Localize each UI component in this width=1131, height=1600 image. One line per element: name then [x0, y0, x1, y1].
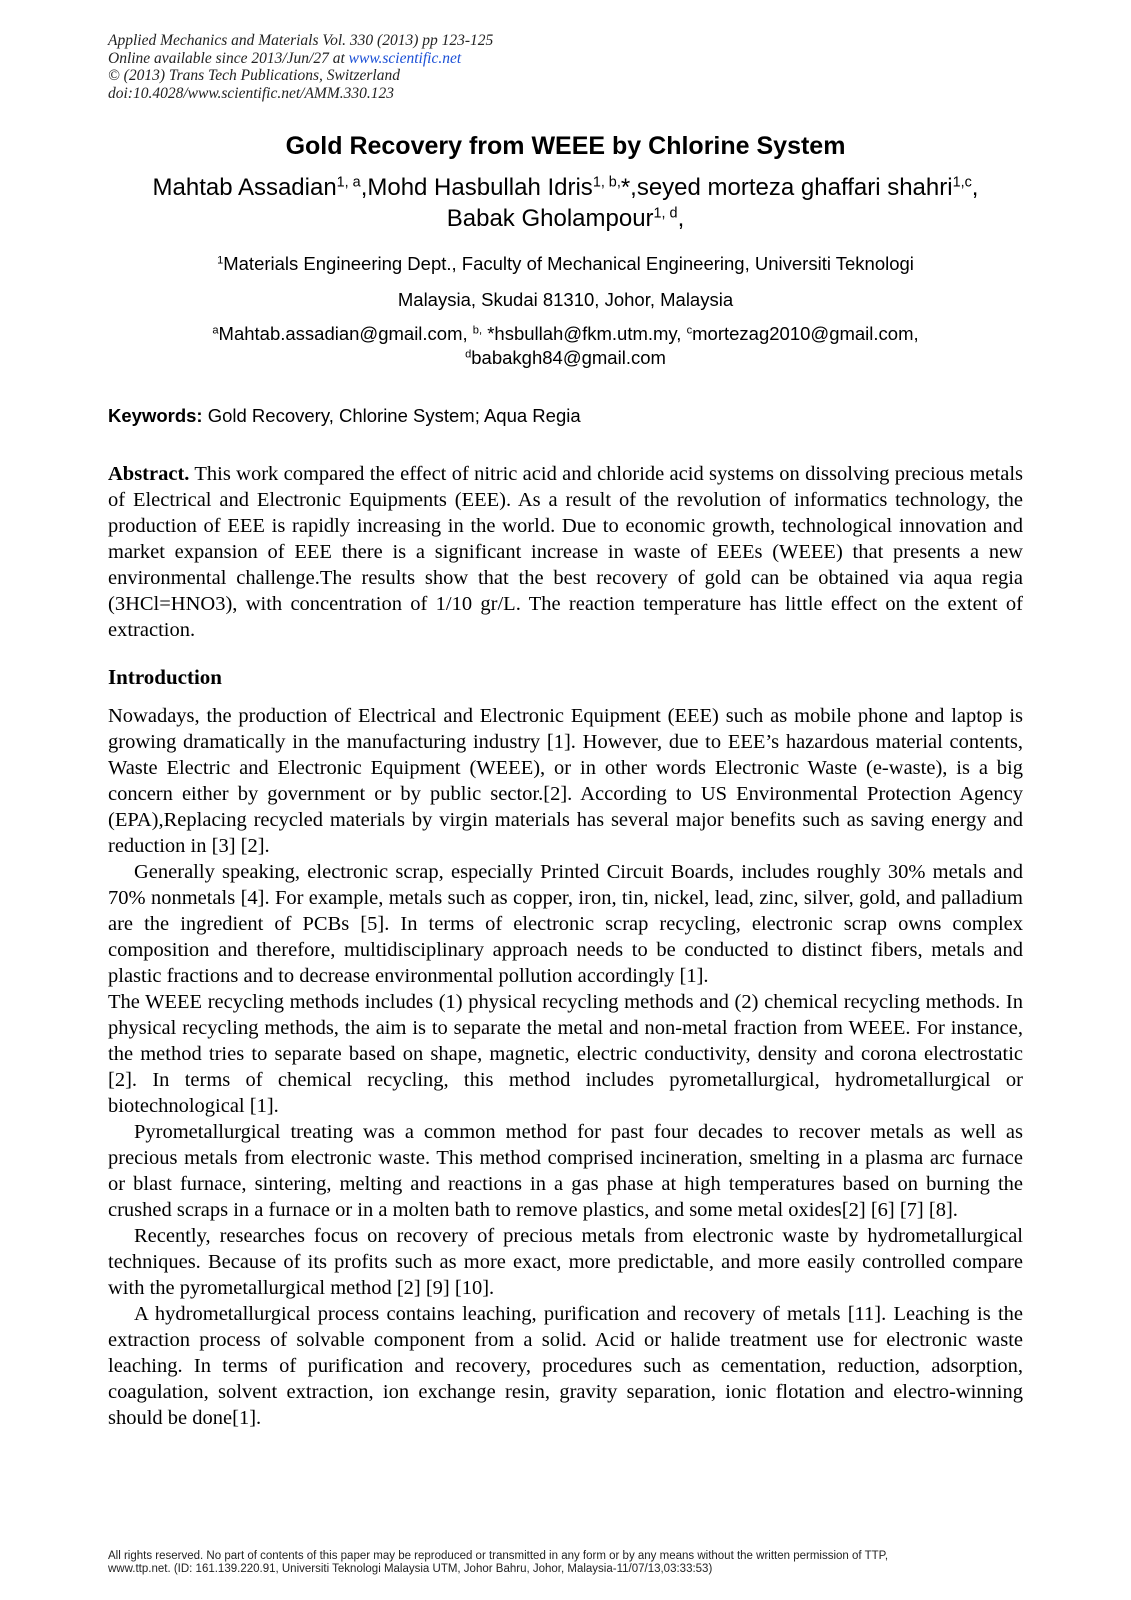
footer-line-2: www.ttp.net. (ID: 161.139.220.91, Universiti Teknologi Malaysia UTM, Johor Bahru, Johor, Malaysia-11/07/13,03:33:53): [108, 1563, 713, 1575]
author-emails: [0, 322, 1131, 370]
keywords: [108, 405, 581, 427]
abstract-label: Abstract.: [108, 463, 190, 485]
paragraph: Pyrometallurgical treating was a common method for past four decades to recover metals as well as precious metals from electronic waste. This method comprised incineration, smelting in a plasma arc furnace or blast furnace, sintering, melting and reactions in a gas phase at high temperatures based on burning the crushed scraps in a furnace or in a molten bath to remove plastics, and some metal oxides[2] [6] [7] [8].: [108, 1121, 1023, 1221]
authors-line-1: Mahtab Assadian$^{1, a}$,Mohd Hasbullah Idris$^{1, b,}$*,seyed morteza ghaffari shahri$^{1,c}$,: [152, 174, 979, 201]
journal-citation: Applied Mechanics and Materials Vol. 330 (2013) pp 123-125: [108, 32, 494, 49]
affiliation-line-2: Malaysia, Skudai 81310, Johor, Malaysia: [397, 289, 734, 310]
introduction-body: [108, 703, 1023, 1431]
paragraph: A hydrometallurgical process contains leaching, purification and recovery of metals [11]. Leaching is the extraction process of solvable component from a solid. Acid or halide treatment use for electronic waste leaching. In terms of purification and recovery, procedures such as cementation, reduction, adsorption, coagulation, solvent extraction, ion exchange resin, gravity separation, ionic flotation and electro-winning should be done[1].: [108, 1303, 1023, 1429]
rights-footer: [108, 1550, 1028, 1576]
journal-header: [108, 32, 493, 102]
affiliation-line-1: $^1$Materials Engineering Dept., Faculty of Mechanical Engineering, Universiti Teknologi: [217, 253, 914, 274]
doi-line: doi:10.4028/www.scientific.net/AMM.330.123: [108, 84, 395, 102]
emails-line-2: $^d$babakgh84@gmail.com: [465, 347, 666, 368]
keywords-text: Gold Recovery, Chlorine System; Aqua Regia: [202, 405, 581, 426]
paragraph: Nowadays, the production of Electrical and Electronic Equipment (EEE) such as mobile phone and laptop is growing dramatically in the manufacturing industry [1]. However, due to EEE’s hazardous material contents, Waste Electric and Electronic Equipment (WEEE), or in other words Electronic Waste (e-waste), is a big concern either by government or by public sector.[2]. According to US Environmental Protection Agency (EPA),Replacing recycled materials by virgin materials has several major benefits such as saving energy and reduction in [3] [2].: [108, 705, 1023, 857]
affiliation: [0, 246, 1131, 318]
introduction-heading: Introduction: [108, 665, 222, 689]
footer-line-1: All rights reserved. No part of contents of this paper may be reproduced or transmitted in any form or by any means without the written permission of TTP,: [108, 1550, 889, 1562]
paragraph: Generally speaking, electronic scrap, especially Printed Circuit Boards, includes roughly 30% metals and 70% nonmetals [4]. For example, metals such as copper, iron, tin, nickel, lead, zinc, silver, gold, and palladium are the ingredient of PCBs [5]. In terms of electronic scrap recycling, electronic scrap owns complex composition and therefore, multidisciplinary approach needs to be conducted to distinct fibers, metals and plastic fractions and to decrease environmental pollution accordingly [1].: [108, 861, 1023, 987]
scientific-net-link[interactable]: www.scientific.net: [348, 49, 462, 67]
author-list: [0, 172, 1131, 234]
authors-line-2: Babak Gholampour$^{1, d}$,: [446, 205, 685, 232]
paragraph: The WEEE recycling methods includes (1) physical recycling methods and (2) chemical recycling methods. In physical recycling methods, the aim is to separate the metal and non-metal fraction from WEEE. For instance, the method tries to separate based on shape, magnetic, electric conductivity, density and corona electrostatic [2]. In terms of chemical recycling, this method includes pyrometallurgical, hydrometallurgical or biotechnological [1].: [108, 991, 1023, 1117]
copyright-line: © (2013) Trans Tech Publications, Switzerland: [108, 67, 400, 84]
paragraph: Recently, researches focus on recovery of precious metals from electronic waste by hydrometallurgical techniques. Because of its profits such as more exact, more predictable, and more easily controlled compare with the pyrometallurgical method [2] [9] [10].: [108, 1225, 1023, 1299]
emails-line-1: $^a$Mahtab.assadian@gmail.com, $^{b,}$ *hsbullah@fkm.utm.my, $^c$mortezag2010@gmail.com,: [212, 323, 919, 344]
abstract: [108, 461, 1023, 643]
paper-title: Gold Recovery from WEEE by Chlorine System: [285, 132, 846, 160]
keywords-label: Keywords:: [108, 405, 203, 426]
online-availability: Online available since 2013/Jun/27 at www.scientific.net: [108, 49, 462, 67]
abstract-text: This work compared the effect of nitric acid and chloride acid systems on dissolving precious metals of Electrical and Electronic Equipments (EEE). As a result of the revolution of informatics technology, the production of EEE is rapidly increasing in the world. Due to economic growth, technological innovation and market expansion of EEE there is a significant increase in waste of EEEs (WEEE) that presents a new environmental challenge.The results show that the best recovery of gold can be obtained via aqua regia (3HCl=HNO3), with concentration of 1/10 gr/L. The reaction temperature has little effect on the extent of extraction.: [108, 463, 1023, 641]
